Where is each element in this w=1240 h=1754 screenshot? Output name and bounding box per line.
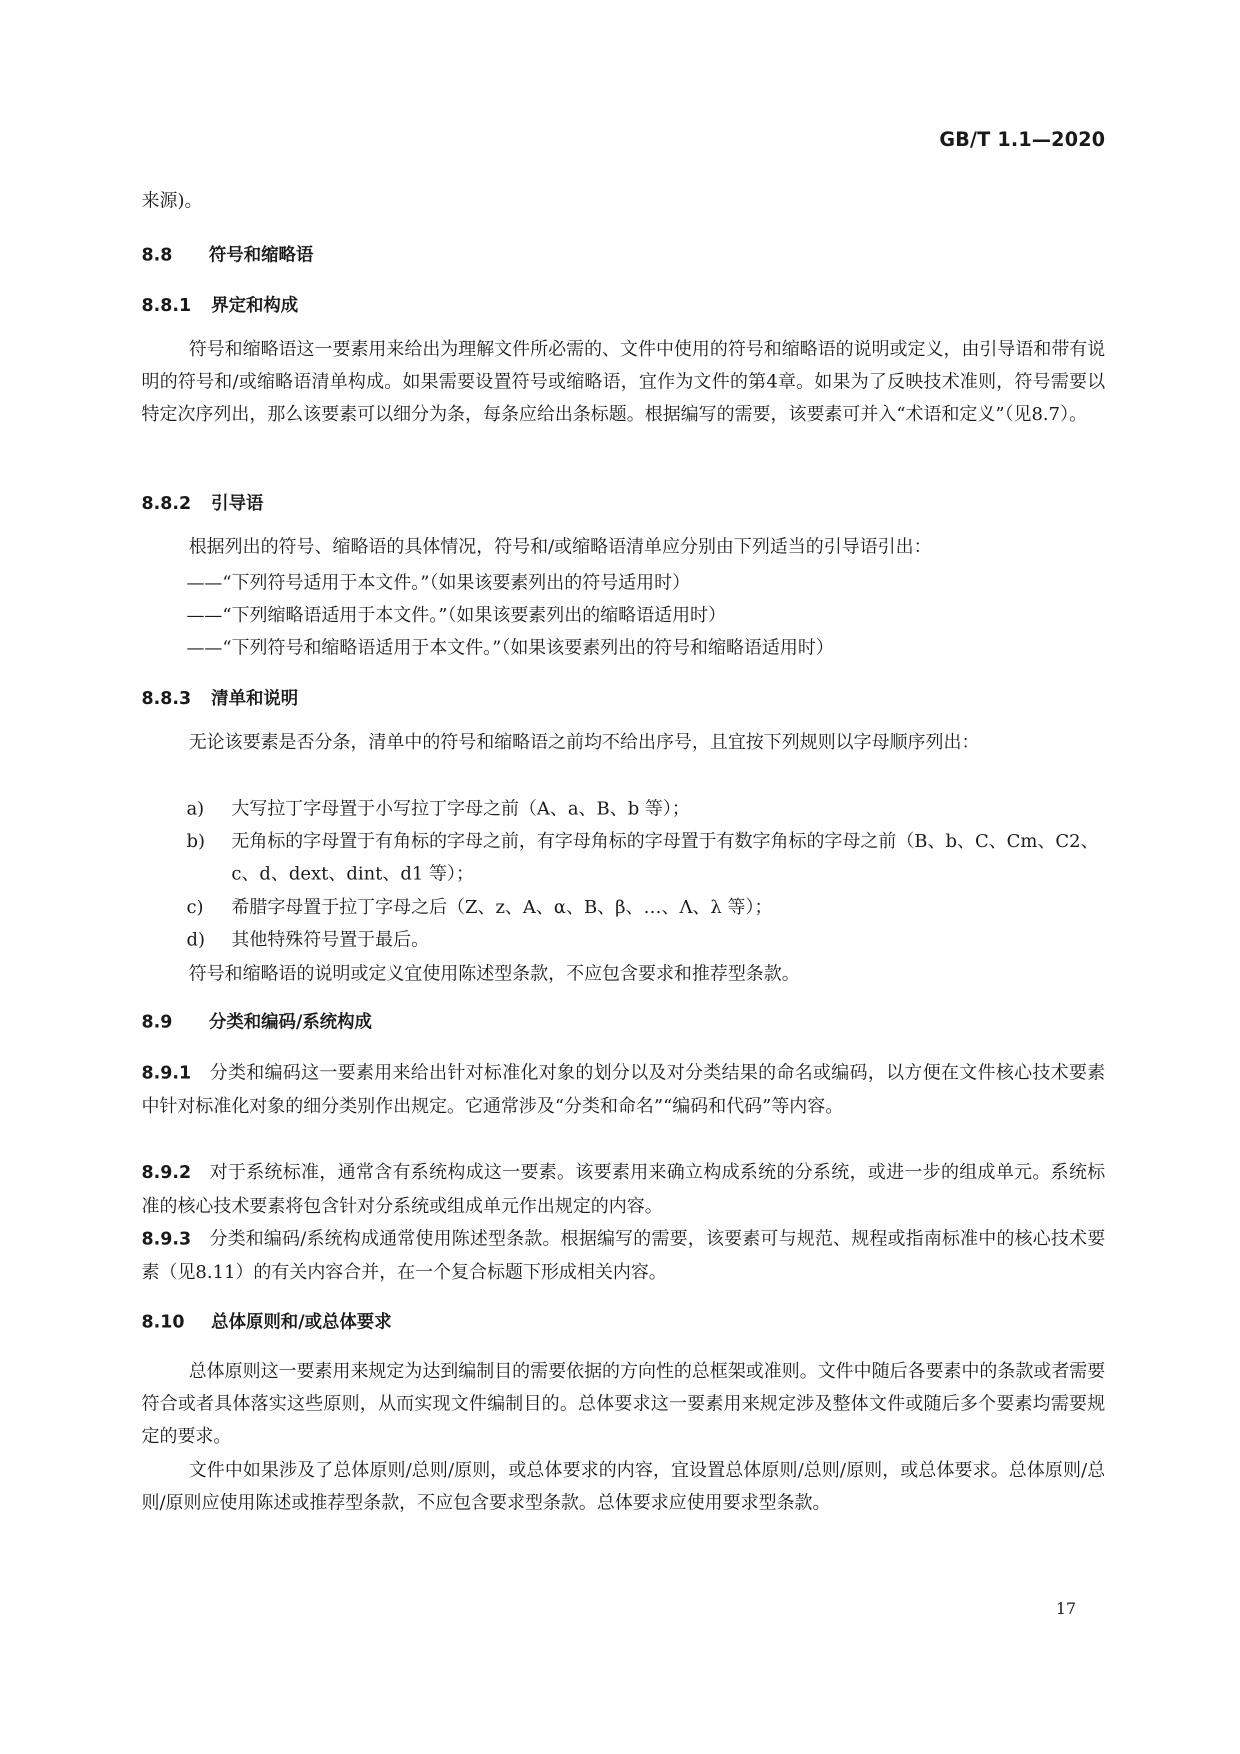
- list-text: 其他特殊符号置于最后。: [231, 928, 430, 951]
- document-header: GB/T 1.1—2020: [939, 129, 1106, 152]
- section-number: 8.8.3: [141, 688, 192, 709]
- paragraph: 符号和缩略语的说明或定义宜使用陈述型条款，不应包含要求和推荐型条款。: [188, 962, 800, 984]
- section-title: 界定和构成: [211, 295, 299, 316]
- clause-gap: [191, 1161, 210, 1182]
- section-title: 分类和编码/系统构成: [208, 1012, 372, 1033]
- section-number: 8.10: [141, 1311, 185, 1333]
- clause-number: 8.9.2: [141, 1162, 192, 1183]
- clause-gap: [191, 1228, 209, 1249]
- section-heading-8-8-1: [142, 292, 299, 317]
- section-title: 符号和缩略语: [208, 244, 314, 266]
- clause-number: 8.9.1: [141, 1062, 192, 1083]
- section-heading-8-8: [142, 241, 314, 266]
- clause-8-9-3: [142, 1222, 1106, 1288]
- list-text: 大写拉丁字母置于小写拉丁字母之前（A、a、B、b 等）；: [231, 797, 690, 819]
- section-title: 总体原则和/或总体要求: [211, 1311, 392, 1333]
- list-text: 无角标的字母置于有角标的字母之前，有字母角标的字母置于有数字角标的字母之前（B、b、C、Cm、C2、c、d、dext、dint、d1 等）；: [231, 830, 1099, 884]
- list-item-c: [186, 891, 1107, 924]
- paragraph: 总体原则这一要素用来规定为达到编制目的需要依据的方向性的总框架或准则。文件中随后各要素中的条款或者需要符合或者具体落实这些原则，从而实现文件编制目的。总体要求这一要素用来规定涉及整体文件或随后多个要素均需要规定的要求。: [141, 1360, 1106, 1447]
- list-item-d: [186, 923, 1107, 956]
- continuation-text: 来源)。: [141, 189, 203, 212]
- section-heading-8-10: [142, 1309, 392, 1334]
- section-title: 清单和说明: [211, 688, 299, 709]
- section-heading-8-8-3: [142, 685, 299, 710]
- clause-gap: [191, 1061, 210, 1082]
- section-number: 8.8.2: [141, 493, 192, 514]
- section-heading-8-8-2: [142, 490, 264, 515]
- section-number: 8.8: [141, 244, 173, 266]
- clause-text: 分类和编码/系统构成通常使用陈述型条款。根据编写的需要，该要素可与规范、规程或指南标准中的核心技术要素（见8.11）的有关内容合并，在一个复合标题下形成相关内容。: [141, 1227, 1106, 1283]
- section-title: 引导语: [211, 493, 264, 514]
- dash-list-item: ——“下列符号适用于本文件。”（如果该要素列出的符号适用时）: [186, 571, 691, 594]
- paragraph: 文件中如果涉及了总体原则/总则/原则，或总体要求的内容，宜设置总体原则/总则/原则，或总体要求。总体原则/总则/原则应使用陈述或推荐型条款，不应包含要求型条款。总体要求应使用要求型条款。: [141, 1459, 1106, 1513]
- list-label: b): [186, 830, 205, 852]
- dash-list-item: ——“下列缩略语适用于本文件。”（如果该要素列出的缩略语适用时）: [186, 604, 727, 626]
- clause-number: 8.9.3: [141, 1228, 192, 1249]
- clause-text: 分类和编码这一要素用来给出针对标准化对象的划分以及对分类结果的命名或编码，以方便在文件核心技术要素中针对标准化对象的细分类别作出规定。它通常涉及“分类和命名”“编码和代码”等内容。: [141, 1061, 1106, 1117]
- paragraph: 根据列出的符号、缩略语的具体情况，符号和/或缩略语清单应分别由下列适当的引导语引出：: [188, 535, 932, 558]
- clause-text: 对于系统标准，通常含有系统构成这一要素。该要素用来确立构成系统的分系统，或进一步的组成单元。系统标准的核心技术要素将包含针对分系统或组成单元作出规定的内容。: [141, 1161, 1106, 1217]
- list-label: c): [186, 896, 204, 918]
- list-text: 希腊字母置于拉丁字母之后（Z、z、A、α、B、β、…、Λ、λ 等）；: [231, 896, 773, 918]
- list-label: a): [186, 797, 205, 819]
- list-item-a: [186, 792, 1107, 825]
- clause-8-9-2: [142, 1156, 1106, 1222]
- paragraph: 符号和缩略语这一要素用来给出为理解文件所必需的、文件中使用的符号和缩略语的说明或定义，由引导语和带有说明的符号和/或缩略语清单构成。如果需要设置符号或缩略语，宜作为文件的第4章。如果为了反映技术准则，符号需要以特定次序列出，那么该要素可以细分为条，每条应给出条标题。根据编写的需要，该要素可并入“术语和定义”（见8.7）。: [141, 338, 1106, 425]
- clause-8-9-1: [142, 1056, 1106, 1122]
- paragraph: 无论该要素是否分条，清单中的符号和缩略语之前均不给出序号，且宜按下列规则以字母顺序列出：: [188, 731, 980, 753]
- section-heading-8-9: [142, 1009, 372, 1034]
- section-number: 8.9: [141, 1012, 173, 1033]
- list-label: d): [186, 928, 205, 951]
- page-number: 17: [1056, 1600, 1077, 1619]
- dash-list-item: ——“下列符号和缩略语适用于本文件。”（如果该要素列出的符号和缩略语适用时）: [186, 636, 834, 659]
- list-item-b: [186, 824, 1107, 889]
- section-number: 8.8.1: [141, 295, 192, 316]
